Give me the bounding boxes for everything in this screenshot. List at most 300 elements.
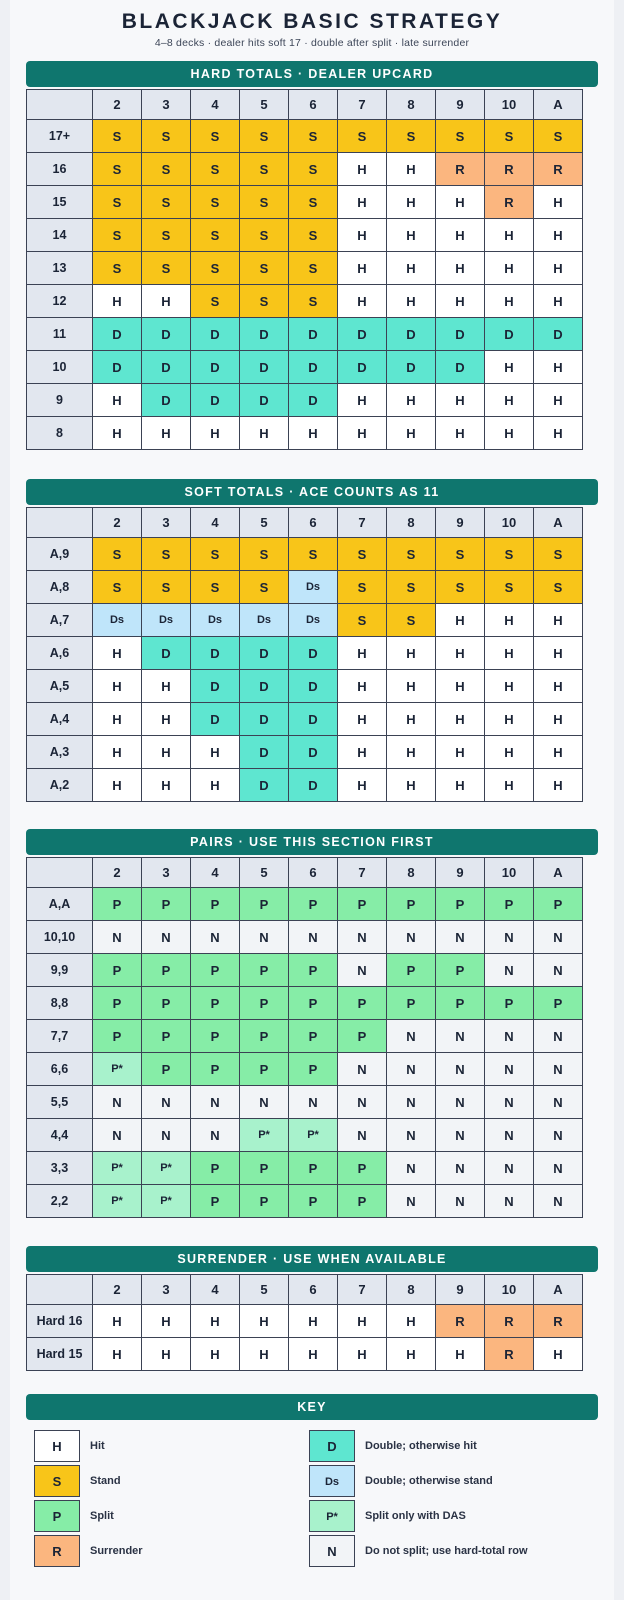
key-item xyxy=(309,1430,579,1464)
strategy-cell: S xyxy=(240,186,289,219)
dealer-upcard-row xyxy=(27,1275,583,1305)
dealer-upcard-row xyxy=(27,508,583,538)
strategy-cell: S xyxy=(289,285,338,318)
strategy-cell: S xyxy=(240,153,289,186)
key-swatch: H xyxy=(34,1430,80,1462)
strategy-cell: N xyxy=(93,921,142,954)
key-item xyxy=(34,1500,304,1534)
strategy-cell: H xyxy=(534,219,583,252)
dealer-upcard-header: 3 xyxy=(142,90,191,120)
row-label: 4,4 xyxy=(27,1119,93,1152)
strategy-cell: S xyxy=(142,153,191,186)
row-label: 10 xyxy=(27,351,93,384)
dealer-upcard-header: 5 xyxy=(240,858,289,888)
strategy-cell: S xyxy=(289,153,338,186)
strategy-cell: H xyxy=(485,219,534,252)
strategy-cell: S xyxy=(387,571,436,604)
dealer-upcard-header: A xyxy=(534,1275,583,1305)
strategy-cell: H xyxy=(387,219,436,252)
strategy-cell: S xyxy=(191,571,240,604)
strategy-cell: S xyxy=(93,219,142,252)
strategy-cell: H xyxy=(338,186,387,219)
strategy-cell: N xyxy=(485,1053,534,1086)
strategy-cell: P xyxy=(240,1020,289,1053)
strategy-cell: P xyxy=(191,987,240,1020)
strategy-cell: N xyxy=(338,1053,387,1086)
table-row xyxy=(27,604,583,637)
strategy-cell: P xyxy=(191,954,240,987)
table-row xyxy=(27,120,583,153)
strategy-cell: S xyxy=(191,120,240,153)
strategy-cell: H xyxy=(93,1338,142,1371)
row-label: Hard 15 xyxy=(27,1338,93,1371)
row-label: 12 xyxy=(27,285,93,318)
strategy-cell: P* xyxy=(93,1152,142,1185)
strategy-cell: D xyxy=(93,351,142,384)
strategy-cell: D xyxy=(289,703,338,736)
table-row xyxy=(27,1119,583,1152)
strategy-cell: P xyxy=(289,1152,338,1185)
strategy-cell: H xyxy=(534,736,583,769)
strategy-cell: P xyxy=(142,1053,191,1086)
strategy-cell: S xyxy=(142,219,191,252)
table-row xyxy=(27,571,583,604)
strategy-cell: D xyxy=(142,384,191,417)
strategy-cell: N xyxy=(240,921,289,954)
table-row xyxy=(27,285,583,318)
strategy-cell: R xyxy=(534,1305,583,1338)
strategy-cell: H xyxy=(93,1305,142,1338)
hard-totals-section xyxy=(26,61,598,463)
strategy-cell: D xyxy=(436,318,485,351)
strategy-cell: N xyxy=(534,1053,583,1086)
row-label: 3,3 xyxy=(27,1152,93,1185)
key-item xyxy=(34,1430,304,1464)
strategy-cell: N xyxy=(387,1020,436,1053)
strategy-cell: H xyxy=(436,769,485,802)
strategy-cell: N xyxy=(338,1119,387,1152)
strategy-cell: H xyxy=(485,252,534,285)
strategy-cell: S xyxy=(485,538,534,571)
key-item xyxy=(309,1535,579,1569)
row-label: 9 xyxy=(27,384,93,417)
table-row xyxy=(27,384,583,417)
strategy-cell: P xyxy=(142,1020,191,1053)
dealer-upcard-header: 2 xyxy=(93,858,142,888)
strategy-cell: S xyxy=(191,219,240,252)
strategy-cell: H xyxy=(338,736,387,769)
strategy-cell: H xyxy=(387,670,436,703)
strategy-cell: H xyxy=(387,769,436,802)
strategy-cell: D xyxy=(240,670,289,703)
dealer-upcard-header: 5 xyxy=(240,508,289,538)
strategy-cell: P xyxy=(93,954,142,987)
strategy-cell: P* xyxy=(142,1185,191,1218)
strategy-cell: N xyxy=(142,921,191,954)
dealer-upcard-header: 9 xyxy=(436,858,485,888)
key-label: Do not split; use hard-total row xyxy=(365,1545,528,1557)
row-label: 7,7 xyxy=(27,1020,93,1053)
strategy-cell: H xyxy=(534,384,583,417)
key-item xyxy=(34,1465,304,1499)
strategy-cell: N xyxy=(93,1119,142,1152)
strategy-cell: P xyxy=(338,1020,387,1053)
key-swatch: Ds xyxy=(309,1465,355,1497)
strategy-cell: P xyxy=(387,987,436,1020)
strategy-cell: P xyxy=(289,1185,338,1218)
strategy-cell: H xyxy=(436,604,485,637)
strategy-cell: N xyxy=(240,1086,289,1119)
dealer-upcard-header: 10 xyxy=(485,508,534,538)
strategy-cell: H xyxy=(338,417,387,450)
strategy-cell: D xyxy=(289,670,338,703)
table-row xyxy=(27,987,583,1020)
strategy-cell: N xyxy=(485,1086,534,1119)
strategy-cell: H xyxy=(485,703,534,736)
strategy-cell: H xyxy=(338,219,387,252)
strategy-cell: D xyxy=(289,637,338,670)
strategy-cell: N xyxy=(534,1086,583,1119)
strategy-cell: N xyxy=(191,1086,240,1119)
dealer-upcard-header: 4 xyxy=(191,90,240,120)
strategy-cell: H xyxy=(485,736,534,769)
strategy-cell: S xyxy=(191,538,240,571)
row-label: Hard 16 xyxy=(27,1305,93,1338)
strategy-cell: N xyxy=(485,954,534,987)
strategy-cell: H xyxy=(436,703,485,736)
key-label: Surrender xyxy=(90,1545,143,1557)
strategy-cell: S xyxy=(289,120,338,153)
dealer-upcard-header: 4 xyxy=(191,858,240,888)
strategy-cell: H xyxy=(142,1305,191,1338)
strategy-cell: S xyxy=(93,153,142,186)
hard-grid xyxy=(26,89,583,450)
strategy-cell: N xyxy=(485,1119,534,1152)
key-label: Double; otherwise hit xyxy=(365,1440,477,1452)
row-label: A,A xyxy=(27,888,93,921)
strategy-cell: P xyxy=(289,1053,338,1086)
strategy-cell: H xyxy=(191,769,240,802)
strategy-cell: H xyxy=(240,1305,289,1338)
corner-cell xyxy=(27,858,93,888)
strategy-cell: S xyxy=(387,120,436,153)
strategy-cell: S xyxy=(240,219,289,252)
table-row xyxy=(27,769,583,802)
strategy-cell: D xyxy=(93,318,142,351)
table-row xyxy=(27,1185,583,1218)
surrender-grid xyxy=(26,1274,583,1371)
strategy-cell: N xyxy=(485,921,534,954)
strategy-cell: S xyxy=(191,285,240,318)
strategy-cell: H xyxy=(485,604,534,637)
strategy-cell: S xyxy=(93,538,142,571)
strategy-cell: H xyxy=(191,1338,240,1371)
row-label: 5,5 xyxy=(27,1086,93,1119)
strategy-cell: D xyxy=(240,351,289,384)
strategy-cell: D xyxy=(191,351,240,384)
row-label: A,8 xyxy=(27,571,93,604)
strategy-cell: H xyxy=(534,186,583,219)
page-title: BLACKJACK BASIC STRATEGY xyxy=(121,10,503,33)
key-swatch: P* xyxy=(309,1500,355,1532)
strategy-cell: P xyxy=(338,888,387,921)
strategy-cell: S xyxy=(191,252,240,285)
strategy-cell: R xyxy=(436,1305,485,1338)
strategy-cell: P xyxy=(191,1020,240,1053)
strategy-cell: H xyxy=(142,703,191,736)
strategy-cell: H xyxy=(534,670,583,703)
dealer-upcard-header: 4 xyxy=(191,1275,240,1305)
strategy-cell: P xyxy=(142,954,191,987)
strategy-cell: H xyxy=(534,285,583,318)
strategy-cell: P xyxy=(240,1053,289,1086)
strategy-cell: S xyxy=(240,120,289,153)
strategy-cell: H xyxy=(436,417,485,450)
surrender-section xyxy=(26,1246,598,1374)
strategy-cell: N xyxy=(436,1119,485,1152)
strategy-cell: H xyxy=(387,153,436,186)
hard-totals-header: HARD TOTALS · DEALER UPCARD xyxy=(26,61,598,87)
strategy-cell: H xyxy=(387,384,436,417)
strategy-cell: S xyxy=(142,538,191,571)
strategy-cell: P xyxy=(93,1020,142,1053)
strategy-cell: P xyxy=(240,1185,289,1218)
row-label: 15 xyxy=(27,186,93,219)
dealer-upcard-header: 5 xyxy=(240,1275,289,1305)
dealer-upcard-header: A xyxy=(534,90,583,120)
dealer-upcard-header: 2 xyxy=(93,1275,142,1305)
strategy-cell: N xyxy=(191,1119,240,1152)
strategy-cell: S xyxy=(387,538,436,571)
dealer-upcard-header: 3 xyxy=(142,508,191,538)
strategy-cell: H xyxy=(338,769,387,802)
strategy-cell: D xyxy=(240,318,289,351)
strategy-cell: S xyxy=(93,252,142,285)
dealer-upcard-header: 6 xyxy=(289,1275,338,1305)
strategy-cell: D xyxy=(240,703,289,736)
strategy-cell: N xyxy=(436,1020,485,1053)
strategy-cell: P* xyxy=(93,1185,142,1218)
row-label: 16 xyxy=(27,153,93,186)
strategy-cell: H xyxy=(387,703,436,736)
strategy-cell: H xyxy=(142,1338,191,1371)
strategy-cell: P xyxy=(534,888,583,921)
row-label: A,5 xyxy=(27,670,93,703)
strategy-cell: N xyxy=(534,1119,583,1152)
dealer-upcard-header: 7 xyxy=(338,858,387,888)
strategy-cell: S xyxy=(289,186,338,219)
strategy-cell: N xyxy=(534,1152,583,1185)
row-label: A,4 xyxy=(27,703,93,736)
pairs-header: PAIRS · USE THIS SECTION FIRST xyxy=(26,829,598,855)
strategy-cell: N xyxy=(534,1185,583,1218)
dealer-upcard-header: 6 xyxy=(289,90,338,120)
strategy-cell: S xyxy=(338,120,387,153)
strategy-cell: D xyxy=(191,703,240,736)
strategy-cell: H xyxy=(436,736,485,769)
page-subtitle: 4–8 decks · dealer hits soft 17 · double after split · late surrender xyxy=(154,37,470,49)
row-label: 8,8 xyxy=(27,987,93,1020)
dealer-upcard-header: A xyxy=(534,858,583,888)
strategy-cell: H xyxy=(387,285,436,318)
strategy-cell: H xyxy=(485,351,534,384)
strategy-cell: S xyxy=(289,252,338,285)
strategy-cell: N xyxy=(387,1119,436,1152)
strategy-cell: P xyxy=(338,987,387,1020)
dealer-upcard-header: 8 xyxy=(387,90,436,120)
key-label: Stand xyxy=(90,1475,121,1487)
table-row xyxy=(27,921,583,954)
key-swatch: R xyxy=(34,1535,80,1567)
strategy-cell: R xyxy=(436,153,485,186)
strategy-cell: N xyxy=(485,1020,534,1053)
strategy-cell: H xyxy=(338,252,387,285)
dealer-upcard-header: 7 xyxy=(338,1275,387,1305)
strategy-cell: N xyxy=(289,921,338,954)
strategy-cell: Ds xyxy=(191,604,240,637)
strategy-cell: H xyxy=(289,417,338,450)
strategy-cell: N xyxy=(387,1086,436,1119)
pairs-grid xyxy=(26,857,583,1218)
strategy-cell: H xyxy=(436,384,485,417)
strategy-cell: D xyxy=(387,318,436,351)
strategy-cell: H xyxy=(93,285,142,318)
strategy-cell: N xyxy=(338,954,387,987)
strategy-cell: P xyxy=(191,1053,240,1086)
row-label: 9,9 xyxy=(27,954,93,987)
strategy-cell: P xyxy=(387,954,436,987)
strategy-cell: H xyxy=(485,417,534,450)
strategy-cell: D xyxy=(240,637,289,670)
dealer-upcard-header: A xyxy=(534,508,583,538)
table-row xyxy=(27,318,583,351)
strategy-cell: P xyxy=(436,987,485,1020)
strategy-cell: S xyxy=(534,571,583,604)
strategy-cell: S xyxy=(93,571,142,604)
strategy-cell: H xyxy=(338,703,387,736)
table-row xyxy=(27,1086,583,1119)
strategy-cell: S xyxy=(93,186,142,219)
dealer-upcard-header: 9 xyxy=(436,1275,485,1305)
key-swatch: S xyxy=(34,1465,80,1497)
key-label: Double; otherwise stand xyxy=(365,1475,493,1487)
strategy-cell: P xyxy=(534,987,583,1020)
strategy-cell: P xyxy=(338,1152,387,1185)
strategy-cell: P* xyxy=(289,1119,338,1152)
strategy-cell: H xyxy=(485,285,534,318)
row-label: 14 xyxy=(27,219,93,252)
strategy-cell: S xyxy=(142,186,191,219)
strategy-cell: P xyxy=(240,1152,289,1185)
strategy-cell: H xyxy=(191,736,240,769)
strategy-cell: H xyxy=(338,153,387,186)
strategy-cell: H xyxy=(387,252,436,285)
strategy-cell: H xyxy=(387,186,436,219)
key-swatch: D xyxy=(309,1430,355,1462)
strategy-cell: H xyxy=(240,417,289,450)
dealer-upcard-header: 8 xyxy=(387,1275,436,1305)
strategy-cell: D xyxy=(191,670,240,703)
dealer-upcard-header: 7 xyxy=(338,508,387,538)
strategy-cell: H xyxy=(534,769,583,802)
strategy-cell: D xyxy=(436,351,485,384)
strategy-cell: D xyxy=(191,384,240,417)
dealer-upcard-header: 4 xyxy=(191,508,240,538)
strategy-cell: H xyxy=(338,384,387,417)
strategy-cell: N xyxy=(387,921,436,954)
strategy-cell: H xyxy=(387,1338,436,1371)
dealer-upcard-header: 3 xyxy=(142,1275,191,1305)
strategy-cell: N xyxy=(93,1086,142,1119)
strategy-cell: D xyxy=(142,318,191,351)
strategy-cell: P* xyxy=(93,1053,142,1086)
strategy-cell: D xyxy=(289,351,338,384)
dealer-upcard-header: 9 xyxy=(436,90,485,120)
strategy-cell: S xyxy=(338,604,387,637)
table-row xyxy=(27,736,583,769)
dealer-upcard-header: 5 xyxy=(240,90,289,120)
table-row xyxy=(27,1020,583,1053)
table-row xyxy=(27,670,583,703)
strategy-cell: D xyxy=(142,637,191,670)
strategy-cell: H xyxy=(436,1338,485,1371)
strategy-cell: R xyxy=(534,153,583,186)
soft-totals-section xyxy=(26,479,598,811)
row-label: 6,6 xyxy=(27,1053,93,1086)
strategy-cell: H xyxy=(93,637,142,670)
strategy-cell: S xyxy=(191,186,240,219)
dealer-upcard-header: 8 xyxy=(387,858,436,888)
strategy-cell: H xyxy=(338,637,387,670)
row-label: 8 xyxy=(27,417,93,450)
strategy-cell: P xyxy=(240,954,289,987)
soft-grid xyxy=(26,507,583,802)
corner-cell xyxy=(27,508,93,538)
row-label: 13 xyxy=(27,252,93,285)
key-swatch: P xyxy=(34,1500,80,1532)
strategy-cell: H xyxy=(534,604,583,637)
strategy-cell: S xyxy=(534,538,583,571)
strategy-cell: D xyxy=(387,351,436,384)
strategy-cell: H xyxy=(436,186,485,219)
strategy-cell: D xyxy=(534,318,583,351)
dealer-upcard-header: 6 xyxy=(289,858,338,888)
strategy-cell: H xyxy=(436,252,485,285)
strategy-cell: H xyxy=(240,1338,289,1371)
key-header: KEY xyxy=(26,1394,598,1420)
row-label: 10,10 xyxy=(27,921,93,954)
dealer-upcard-header: 8 xyxy=(387,508,436,538)
table-row xyxy=(27,538,583,571)
strategy-cell: H xyxy=(93,769,142,802)
strategy-cell: H xyxy=(534,637,583,670)
strategy-cell: S xyxy=(436,538,485,571)
table-row xyxy=(27,351,583,384)
dealer-upcard-row xyxy=(27,90,583,120)
strategy-cell: D xyxy=(485,318,534,351)
key-label: Hit xyxy=(90,1440,105,1452)
strategy-cell: H xyxy=(142,736,191,769)
row-label: 11 xyxy=(27,318,93,351)
strategy-cell: H xyxy=(485,769,534,802)
strategy-cell: S xyxy=(240,285,289,318)
strategy-page xyxy=(10,0,614,1600)
strategy-cell: S xyxy=(191,153,240,186)
table-row xyxy=(27,153,583,186)
strategy-cell: S xyxy=(338,571,387,604)
row-label: A,6 xyxy=(27,637,93,670)
strategy-cell: H xyxy=(338,1305,387,1338)
